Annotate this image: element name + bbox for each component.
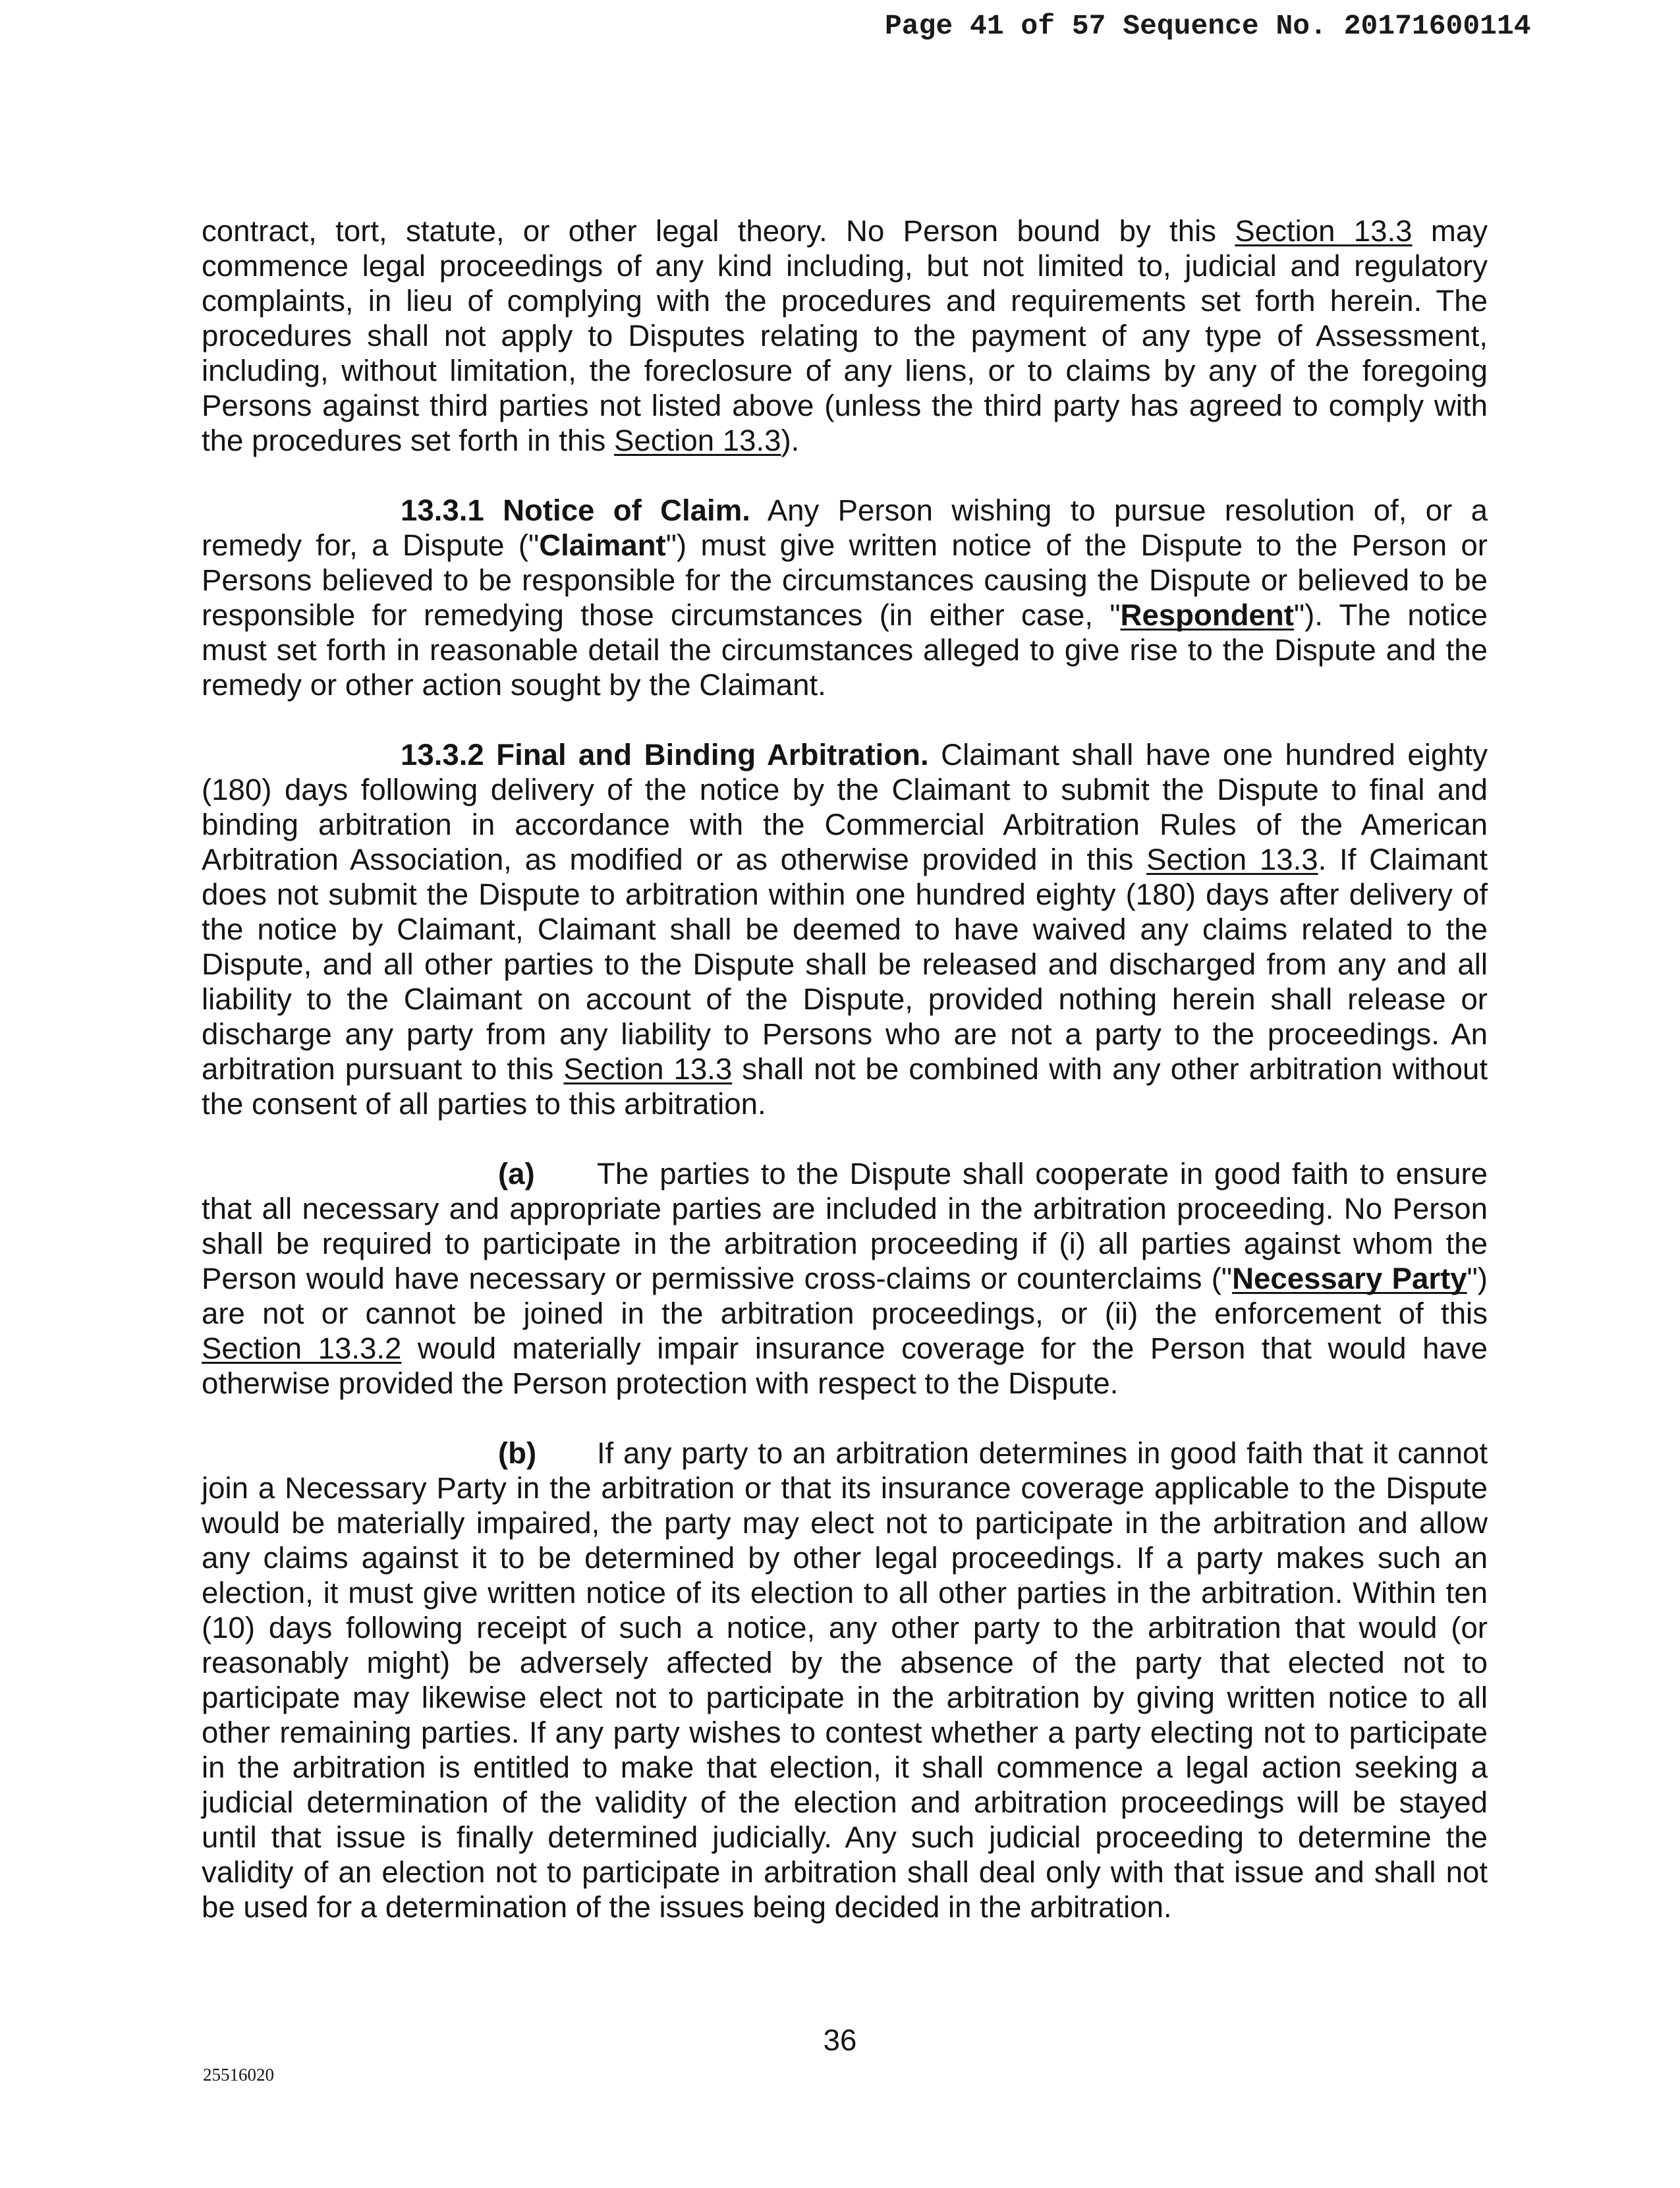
text-run: contract, tort, statute, or other legal theory. No Person bound by this bbox=[202, 214, 1235, 248]
defined-term-claimant: Claimant bbox=[539, 528, 666, 562]
subsection-a bbox=[202, 1156, 1488, 1401]
body-line: remedy or other action sought by the Claimant. bbox=[202, 668, 826, 702]
body-line: Dispute, and all other parties to the Dispute shall be released and discharged from any and all bbox=[202, 947, 1488, 981]
body-line: discharge any party from any liability to Persons who are not a party to the proceedings. An bbox=[202, 1017, 1488, 1051]
text-run: . If Claimant bbox=[1318, 843, 1488, 876]
body-line: judicial determination of the validity of the election and arbitration proceedings will be stayed bbox=[202, 1785, 1488, 1819]
body-line: Persons believed to be responsible for the circumstances causing the Dispute or believed to be bbox=[202, 563, 1488, 597]
body-line: binding arbitration in accordance with the Commercial Arbitration Rules of the American bbox=[202, 808, 1488, 841]
subsection-label: (b) bbox=[498, 1436, 537, 1470]
body-line bbox=[202, 737, 1488, 772]
body-line: the consent of all parties to this arbitration. bbox=[202, 1087, 766, 1121]
body-line: Persons against third parties not listed above (unless the third party has agreed to comply with bbox=[202, 389, 1488, 422]
body-line bbox=[202, 423, 1488, 458]
subsection-b bbox=[202, 1436, 1488, 1924]
text-run: arbitration pursuant to this bbox=[202, 1052, 564, 1086]
body-line: are not or cannot be joined in the arbitration proceedings, or (ii) the enforcement of this bbox=[202, 1297, 1488, 1330]
section-13-3-reference: Section 13.3 bbox=[563, 1052, 733, 1086]
body-line bbox=[202, 213, 1488, 248]
body-line: participate may likewise elect not to participate in the arbitration by giving written notice to all bbox=[202, 1681, 1488, 1714]
section-13-3-reference: Section 13.3 bbox=[613, 424, 781, 457]
body-line: shall be required to participate in the arbitration proceeding if (i) all parties against whom the bbox=[202, 1227, 1488, 1260]
body-line: join a Necessary Party in the arbitration or that its insurance coverage applicable to the Dispute bbox=[202, 1471, 1488, 1505]
page-number: 36 bbox=[823, 2023, 857, 2057]
text-run: responsible for remedying those circumstances (in either case, " bbox=[202, 598, 1121, 632]
body-line: that all necessary and appropriate parties are included in the arbitration proceeding. No Person bbox=[202, 1192, 1488, 1225]
body-line bbox=[202, 1331, 1488, 1366]
body-line: reasonably might) be adversely affected by the absence of the party that elected not to bbox=[202, 1646, 1488, 1679]
body-line: does not submit the Dispute to arbitration within one hundred eighty (180) days after delivery of bbox=[202, 878, 1488, 911]
body-line: liability to the Claimant on account of the Dispute, provided nothing herein shall release or bbox=[202, 982, 1488, 1016]
body-line: in the arbitration is entitled to make that election, it shall commence a legal action seeking a bbox=[202, 1751, 1488, 1784]
body-line: commence legal proceedings of any kind including, but not limited to, judicial and regulatory bbox=[202, 249, 1488, 283]
paragraph-section-13-3-continued bbox=[202, 213, 1488, 458]
text-run: the procedures set forth in this bbox=[202, 424, 614, 457]
body-line: procedures shall not apply to Disputes relating to the payment of any type of Assessment, bbox=[202, 319, 1488, 352]
section-13-3-reference: Section 13.3 bbox=[1146, 843, 1318, 876]
text-run: Person would have necessary or permissive cross-claims or counterclaims (" bbox=[202, 1262, 1233, 1295]
body-line: (10) days following receipt of such a notice, any other party to the arbitration that would (or bbox=[202, 1611, 1488, 1644]
body-line bbox=[202, 528, 1488, 563]
text-run: If any party to an arbitration determines in good faith that it cannot bbox=[597, 1436, 1488, 1470]
body-line bbox=[202, 842, 1488, 877]
section-13-3-2-reference: Section 13.3.2 bbox=[202, 1332, 402, 1365]
text-run: ") bbox=[1467, 1262, 1488, 1295]
body-line: complaints, in lieu of complying with the procedures and requirements set forth herein. The bbox=[202, 284, 1488, 318]
body-line: (180) days following delivery of the notice by the Claimant to submit the Dispute to final and bbox=[202, 773, 1488, 806]
text-run: may bbox=[1412, 214, 1488, 248]
text-run: ") must give written notice of the Dispute to the Person or bbox=[665, 528, 1488, 562]
text-run: would materially impair insurance coverage for the Person that would have bbox=[401, 1332, 1488, 1365]
body-line: including, without limitation, the foreclosure of any liens, or to claims by any of the foregoing bbox=[202, 354, 1488, 387]
body-line: until that issue is finally determined judicially. Any such judicial proceeding to determine the bbox=[202, 1820, 1488, 1854]
page-sequence-stamp: Page 41 of 57 Sequence No. 20171600114 bbox=[885, 10, 1531, 42]
section-heading-13-3-2: 13.3.2 Final and Binding Arbitration. bbox=[401, 738, 929, 771]
body-line: would be materially impaired, the party may elect not to participate in the arbitration and allow bbox=[202, 1506, 1488, 1540]
text-run: shall not be combined with any other arbitration without bbox=[732, 1052, 1488, 1086]
body-line: election, it must give written notice of its election to all other parties in the arbitration. Within ten bbox=[202, 1576, 1488, 1610]
text-run: Arbitration Association, as modified or as otherwise provided in this bbox=[202, 843, 1147, 876]
body-line bbox=[202, 1156, 1488, 1191]
body-line bbox=[202, 598, 1488, 632]
text-run: remedy for, a Dispute (" bbox=[202, 528, 540, 562]
section-13-3-reference: Section 13.3 bbox=[1235, 214, 1413, 248]
body-line: the notice by Claimant, Claimant shall be deemed to have waived any claims related to the bbox=[202, 912, 1488, 946]
body-line bbox=[202, 1436, 1488, 1471]
body-line bbox=[202, 1052, 1488, 1086]
text-run: Claimant shall have one hundred eighty bbox=[928, 738, 1488, 771]
body-line: any claims against it to be determined by other legal proceedings. If a party makes such an bbox=[202, 1541, 1488, 1575]
text-run: The parties to the Dispute shall cooperate in good faith to ensure bbox=[597, 1157, 1488, 1191]
paragraph-13-3-1-notice-of-claim bbox=[202, 493, 1488, 702]
subsection-label: (a) bbox=[498, 1157, 535, 1191]
paragraph-13-3-2-final-binding-arbitration bbox=[202, 737, 1488, 1121]
defined-term-necessary-party: Necessary Party bbox=[1232, 1262, 1467, 1295]
text-run: ). bbox=[781, 424, 800, 457]
document-body bbox=[202, 213, 1488, 1959]
defined-term-respondent: Respondent bbox=[1120, 598, 1294, 632]
body-line bbox=[202, 1261, 1488, 1296]
body-line: validity of an election not to participate in arbitration shall deal only with that issue and shall not bbox=[202, 1855, 1488, 1889]
body-line: other remaining parties. If any party wishes to contest whether a party electing not to participate bbox=[202, 1716, 1488, 1749]
document-id: 25516020 bbox=[203, 2065, 274, 2085]
text-run: Any Person wishing to pursue resolution of, or a bbox=[750, 493, 1488, 527]
text-run: "). The notice bbox=[1293, 598, 1488, 632]
body-line: otherwise provided the Person protection with respect to the Dispute. bbox=[202, 1366, 1119, 1400]
body-line: be used for a determination of the issues being decided in the arbitration. bbox=[202, 1890, 1172, 1924]
section-heading-13-3-1: 13.3.1 Notice of Claim. bbox=[401, 493, 750, 527]
body-line bbox=[202, 493, 1488, 528]
body-line: must set forth in reasonable detail the circumstances alleged to give rise to the Dispute and the bbox=[202, 633, 1488, 667]
